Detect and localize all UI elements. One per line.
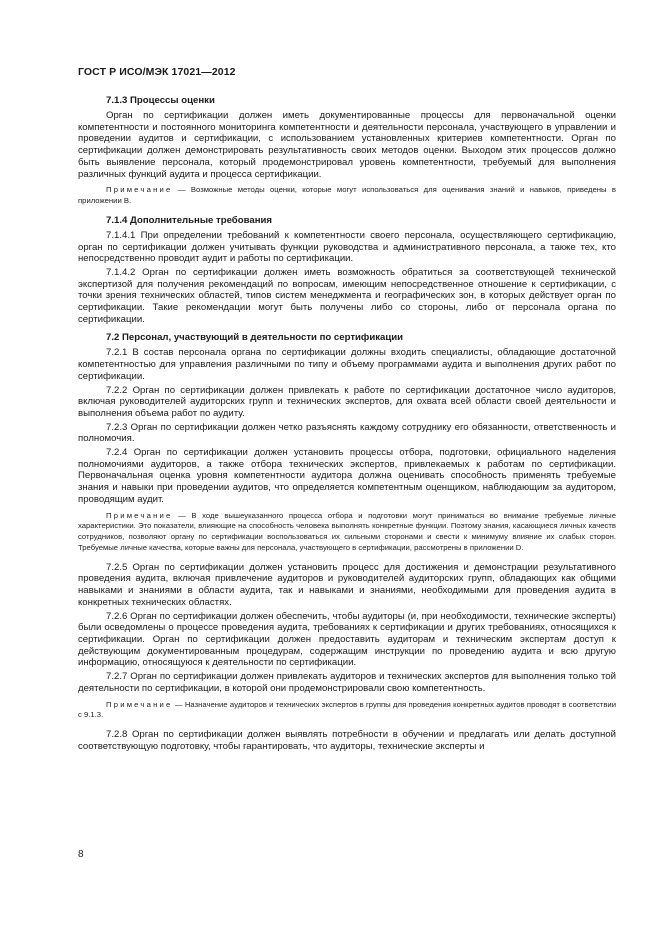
paragraph-7-2-1: 7.2.1 В состав персонала органа по сертификации должны входить специалисты, обладающие достаточной компетентностью для управления различными по типу и объему программами аудита и выполнения других работ по сертификации. (78, 347, 616, 382)
paragraph-7-2-6: 7.2.6 Орган по сертификации должен обеспечить, чтобы аудиторы (и, при необходимости, технические эксперты) были осведомлены о процессе проведения аудита, требованиях к сертификации и других требованиях, относящихся к сертификации. Орган по сертификации должен предоставить аудиторам и техническим экспертам доступ к действующим документированным процедурам, содержащим инструкции по проведению аудита и всю другую информацию, относящуюся к деятельности по сертификации. (78, 610, 616, 669)
note-label: Примечание (106, 510, 173, 520)
paragraph-7-1-4-1: 7.1.4.1 При определении требований к компетентности своего персонала, осуществляющего сертификацию, орган по сертификации должен учитывать функции руководства и административного персонала, а также тех, кто непосредственно проводит аудит и работы по сертификации. (78, 229, 616, 265)
note-text: — Назначение аудиторов и технических экспертов в группы для проведения конкретных аудитов проводят в соответствии с 9.1.3. (78, 699, 616, 720)
note-text: — Возможные методы оценки, которые могут использоваться для оценивания знаний и навыков, приведены в приложении В. (78, 185, 616, 206)
note-auditor-assignment (78, 700, 616, 722)
section-heading-7-1-4: 7.1.4 Дополнительные требования (106, 214, 272, 226)
note-label: Примечание (106, 185, 173, 195)
paragraph-7-1-3: Орган по сертификации должен иметь документированные процессы для первоначальной оценки компетентности и постоянного мониторинга компетентности и деятельности персонала, участвующего в управлении и проведении аудитов и сертификации, с использованием установленных критериев компетентности. Орган по сертификации должен демонстрировать результативность своих методов оценки. Выходом этих процессов должно быть выявление персонала, который продемонстрировал уровень компетентности, требуемый для выполнения различных функций аудита и процесса сертификации. (78, 110, 616, 180)
paragraph-7-2-3: 7.2.3 Орган по сертификации должен четко разъяснять каждому сотруднику его обязанности, ответственность и полномочия. (78, 421, 616, 445)
document-body (78, 95, 616, 755)
paragraph-7-1-4-2: 7.1.4.2 Орган по сертификации должен иметь возможность обратиться за соответствующей технической экспертизой для получения рекомендаций по вопросам, имеющим непосредственное отношение к сертификации, с точки зрения технических областей, типов систем менеджмента и географических зон, в которых действует орган по сертификации. Такие рекомендации могут быть получены либо со стороны, либо от персонала органа по сертификации. (78, 266, 616, 325)
paragraph-7-2-2: 7.2.2 Орган по сертификации должен привлекать к работе по сертификации достаточное число аудиторов, включая руководителей аудиторских групп и технических экспертов, для охвата всей области своей деятельности и выполнения объема работ по аудиту. (78, 384, 616, 419)
note-personal-characteristics (78, 511, 616, 554)
note-text: — В ходе вышеуказанного процесса отбора и подготовки могут приниматься во внимание требуемые личные характеристики. Это показатели, влияющие на способность человека выполнять конкретные функции. Поэтому знания, касающиеся личных качеств сотрудников, позволяют органу по сертификации воспользоваться их сильными сторонами и свести к минимуму влияние их слабых сторон. Требуемые личные качества, которые важны для персонала, участвующего в сертификации, рассмотрены в приложении D. (78, 510, 616, 552)
section-heading-7-1-3: 7.1.3 Процессы оценки (106, 95, 215, 106)
section-heading-7-2: 7.2 Персонал, участвующий в деятельности по сертификации (106, 332, 404, 344)
paragraph-7-2-8: 7.2.8 Орган по сертификации должен выявлять потребности в обучении и предлагать или делать доступной соответствующую подготовку, чтобы гарантировать, что аудиторы, технические эксперты и (78, 729, 616, 752)
paragraph-7-2-5: 7.2.5 Орган по сертификации должен установить процесс для достижения и демонстрации результативного проведения аудита, включая привлечение аудиторов и руководителей аудиторских групп, обладающих как общими навыками и знаниями в области аудита, так и навыками и знаниями, необходимыми для проведения аудита в конкретных технических областях. (78, 561, 616, 608)
paragraph-7-2-4: 7.2.4 Орган по сертификации должен установить процессы отбора, подготовки, официального наделения полномочиями аудиторов, а также отбора технических экспертов, привлекаемых к работам по сертификации. Первоначальная оценка уровня компетентности аудитора должна оценивать способность применять требуемые знания и навыки при проведении аудитов, что определяется компетентным оценщиком, наблюдающим за аудитором, проводящим аудит. (78, 447, 616, 505)
note-assessment-methods (78, 185, 616, 207)
page-number: 8 (78, 849, 84, 860)
document-header: ГОСТ Р ИСО/МЭК 17021—2012 (78, 66, 236, 78)
paragraph-7-2-7: 7.2.7 Орган по сертификации должен привлекать аудиторов и технических экспертов для выполнения только той деятельности по сертификации, в которой они продемонстрировали свою компетентность. (78, 671, 616, 694)
note-label: Примечание (106, 699, 173, 709)
